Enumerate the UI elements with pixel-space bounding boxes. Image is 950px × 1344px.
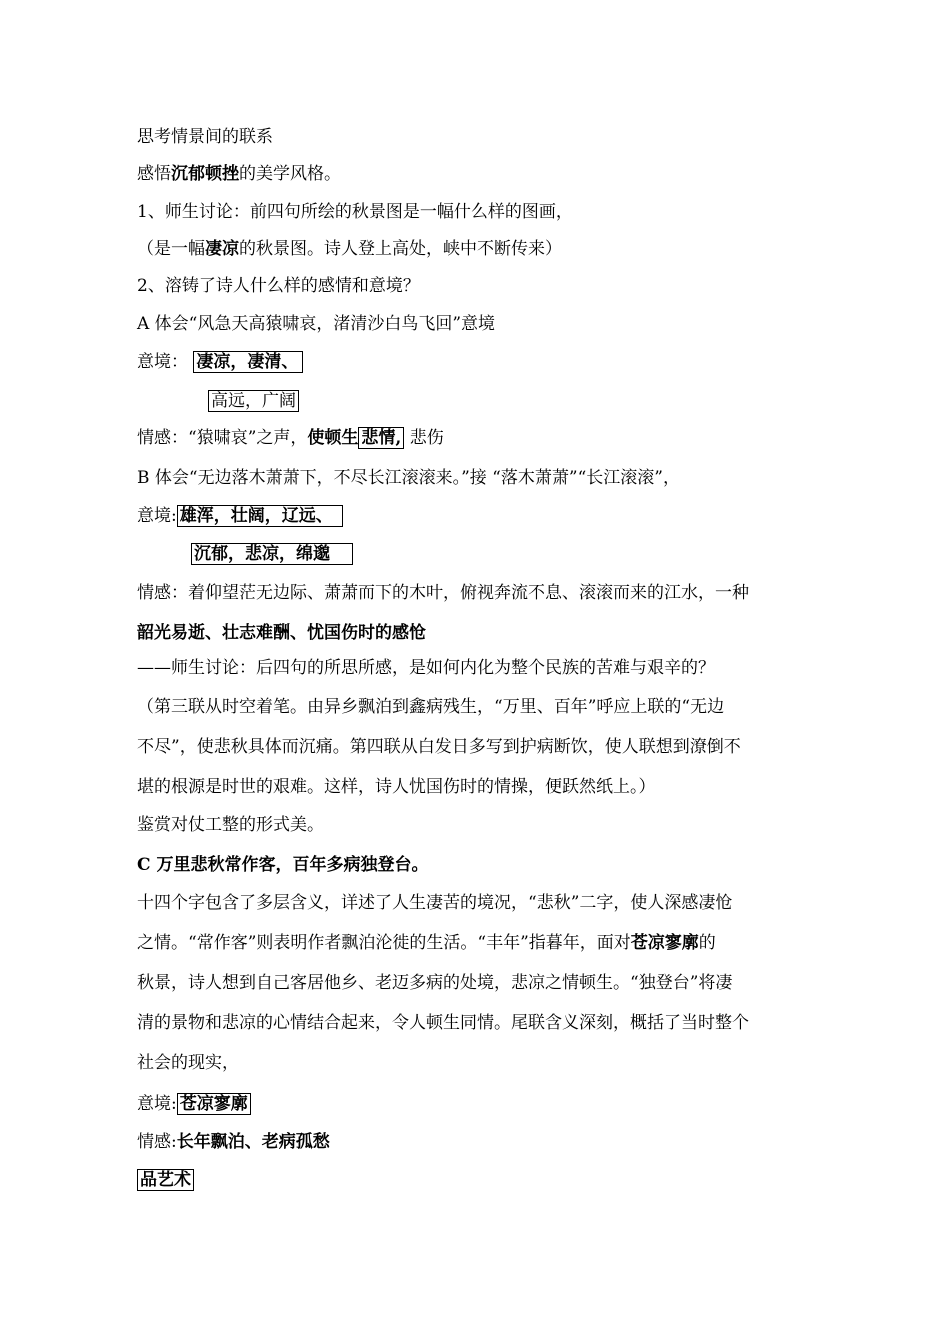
- boxed-text: 悲情,: [358, 427, 404, 449]
- boxed-text: 雄浑，壮阔，辽远、: [177, 505, 343, 527]
- para-line: [137, 853, 428, 877]
- text: 思考情景间的联系: [137, 127, 273, 147]
- para-line: [137, 695, 724, 719]
- text: 的美学风格。: [239, 164, 341, 184]
- text: 意境:: [137, 506, 177, 526]
- text: A 体会“风急天高猿啸哀，渚清沙白鸟飞回”意境: [137, 314, 496, 334]
- para-line: [137, 775, 656, 799]
- text: B 体会“无边落木萧萧下，不尽长江滚滚来。”接 “落木萧萧”“长江滚滚”，: [137, 468, 680, 488]
- para-line: [191, 542, 353, 566]
- section-heading: 品艺术: [137, 1169, 194, 1191]
- para-line: [137, 931, 716, 955]
- para-line: [137, 274, 420, 298]
- para-line: [137, 312, 495, 336]
- para-line: [137, 813, 324, 837]
- text: 1、师生讨论：前四句所绘的秋景图是一幅什么样的图画，: [137, 202, 573, 222]
- para-line: [137, 162, 341, 186]
- text: 意境:: [137, 1094, 177, 1114]
- text: 意境：: [137, 352, 188, 372]
- para-line: [137, 200, 573, 224]
- text: 十四个字包含了多层含义，详述了人生凄苦的境况，“悲秋”二字，使人深感凄怆: [137, 893, 733, 913]
- para-line: [137, 581, 749, 605]
- text: 感悟: [137, 164, 171, 184]
- bold-text: C 万里悲秋常作客，百年多病独登台。: [137, 855, 429, 875]
- para-line: [137, 237, 562, 261]
- text: 情感:: [137, 1132, 177, 1152]
- para-line: [137, 735, 741, 759]
- para-line: [137, 350, 303, 374]
- bold-text: 长年飘泊、老病孤愁: [176, 1132, 330, 1152]
- bold-text: 凄凉: [205, 239, 239, 259]
- text: 堪的根源是时世的艰难。这样，诗人忧国伤时的情操，便跃然纸上。）: [137, 777, 656, 797]
- para-line: [137, 1011, 749, 1035]
- para-line: [137, 504, 343, 528]
- para-line: [137, 426, 444, 450]
- text: ——师生讨论：后四句的所思所感，是如何内化为整个民族的苦难与艰辛的？: [137, 658, 715, 678]
- text: 不尽”，使悲秋具体而沉痛。第四联从白发日多写到护病断饮，使人联想到潦倒不: [137, 737, 741, 757]
- para-line: [137, 1051, 239, 1075]
- bold-text: 沉郁顿挫: [171, 164, 239, 184]
- para-line: [137, 1130, 330, 1154]
- text: 情感：着仰望茫无边际、萧萧而下的木叶，俯视奔流不息、滚滚而来的江水，一种: [137, 583, 749, 603]
- text: 的: [698, 933, 716, 953]
- para-line: [137, 125, 273, 149]
- boxed-text: 沉郁，悲凉，绵邈: [191, 543, 353, 565]
- para-line: [137, 621, 426, 645]
- text: 社会的现实，: [137, 1053, 239, 1073]
- boxed-text: 苍凉寥廓: [177, 1093, 251, 1115]
- para-line: [137, 466, 680, 490]
- para-line: [137, 891, 732, 915]
- text: 秋景，诗人想到自己客居他乡、老迈多病的处境，悲凉之情顿生。“独登台”将凄: [137, 973, 733, 993]
- para-line: [137, 1092, 251, 1116]
- boxed-text: 高远，广阔: [208, 390, 299, 412]
- para-line: [137, 971, 732, 995]
- boxed-text: 凄凉，凄清、: [193, 351, 303, 373]
- text: 之情。“常作客”则表明作者飘泊沦徙的生活。“丰年”指暮年，面对: [137, 933, 631, 953]
- para-line: [208, 389, 299, 413]
- bold-text: 使顿生: [307, 428, 359, 448]
- para-line: [137, 1168, 194, 1192]
- para-line: [137, 656, 715, 680]
- text: 情感：“猿啸哀”之声，: [137, 428, 308, 448]
- text: 清的景物和悲凉的心情结合起来，令人顿生同情。尾联含义深刻，概括了当时整个: [137, 1013, 749, 1033]
- text: 鉴赏对仗工整的形式美。: [137, 815, 324, 835]
- bold-text: 韶光易逝、壮志难酬、忧国伤时的感怆: [137, 623, 426, 643]
- bold-text: 苍凉寥廓: [630, 933, 699, 953]
- text: 的秋景图。诗人登上高处，峡中不断传来）: [239, 239, 562, 259]
- text: （是一幅: [137, 239, 205, 259]
- text: 悲伤: [404, 428, 444, 448]
- text: 2、溶铸了诗人什么样的感情和意境？: [137, 276, 420, 296]
- text: （第三联从时空着笔。由异乡飘泊到鑫病残生，“万里、百年”呼应上联的“无边: [137, 697, 725, 717]
